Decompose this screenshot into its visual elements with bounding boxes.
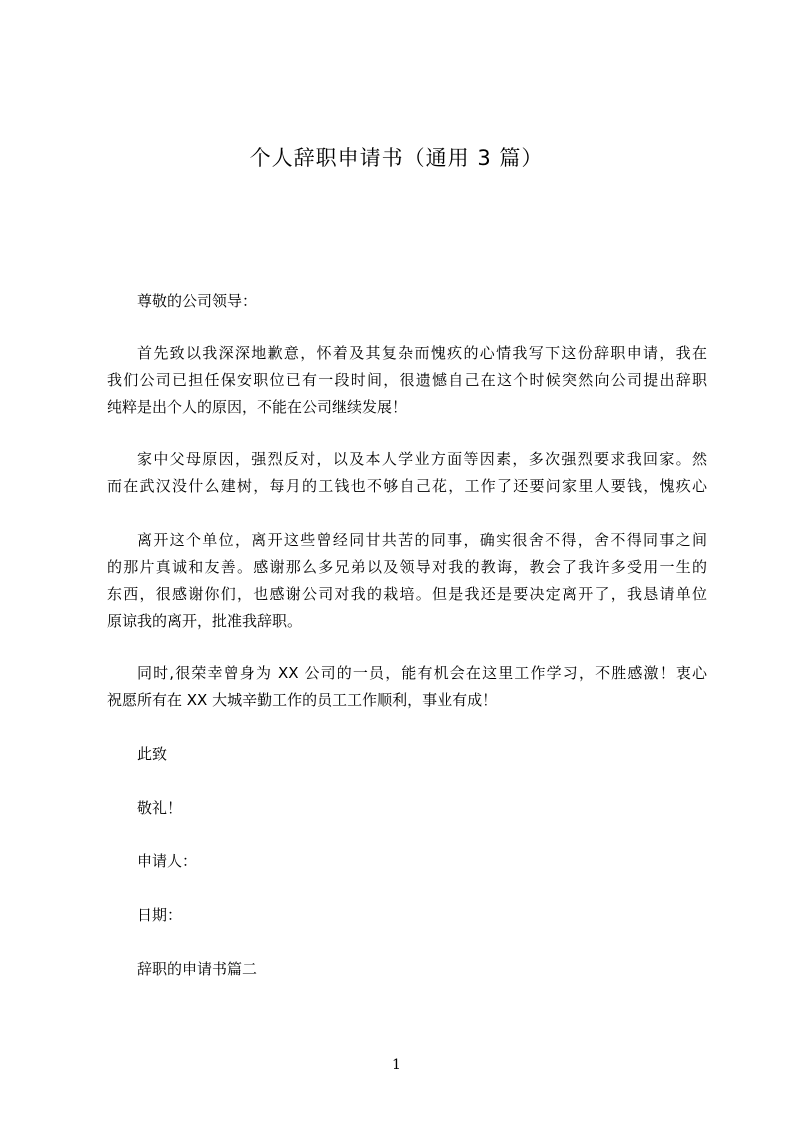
paragraph-1-line-3: 纯粹是出个人的原因，不能在公司继续发展！: [107, 398, 408, 416]
paragraph-1-line-2: 我们公司已担任保安职位已有一段时间，很遗憾自己在这个时候突然向公司提出辞职: [107, 371, 707, 389]
paragraph-3-line-4: 原谅我的离开，批准我辞职。: [107, 612, 303, 630]
regards: 敬礼！: [137, 799, 183, 817]
paragraph-1-line-1: 首先致以我深深地歉意，怀着及其复杂而愧疚的心情我写下这份辞职申请，我在: [137, 344, 707, 362]
paragraph-3-line-3: 东西，很感谢你们，也感谢公司对我的栽培。但是我还是要决定离开了，我恳请单位: [107, 585, 707, 603]
greeting: 尊敬的公司领导：: [137, 292, 258, 310]
applicant-label: 申请人：: [137, 852, 198, 870]
paragraph-4-line-2: 祝愿所有在 XX 大城辛勤工作的员工工作顺利，事业有成！: [107, 691, 498, 709]
closing: 此致: [137, 745, 168, 763]
document-title: 个人辞职申请书（通用 3 篇）: [249, 146, 544, 170]
paragraph-2-line-2: 而在武汉没什么建树，每月的工钱也不够自己花，工作了还要问家里人要钱，愧疚心: [107, 477, 707, 495]
paragraph-4-line-1: 同时,很荣幸曾身为 XX 公司的一员，能有机会在这里工作学习，不胜感激！衷心: [137, 664, 707, 682]
next-section-heading: 辞职的申请书篇二: [137, 960, 258, 978]
paragraph-3-line-2: 的那片真诚和友善。感谢那么多兄弟以及领导对我的教诲，教会了我许多受用一生的: [107, 558, 707, 576]
date-label: 日期：: [137, 906, 183, 924]
paragraph-2-line-1: 家中父母原因，强烈反对，以及本人学业方面等因素，多次强烈要求我回家。然: [137, 450, 707, 468]
paragraph-3-line-1: 离开这个单位，离开这些曾经同甘共苦的同事，确实很舍不得，舍不得同事之间: [137, 531, 707, 549]
page-number: 1: [392, 1057, 401, 1073]
